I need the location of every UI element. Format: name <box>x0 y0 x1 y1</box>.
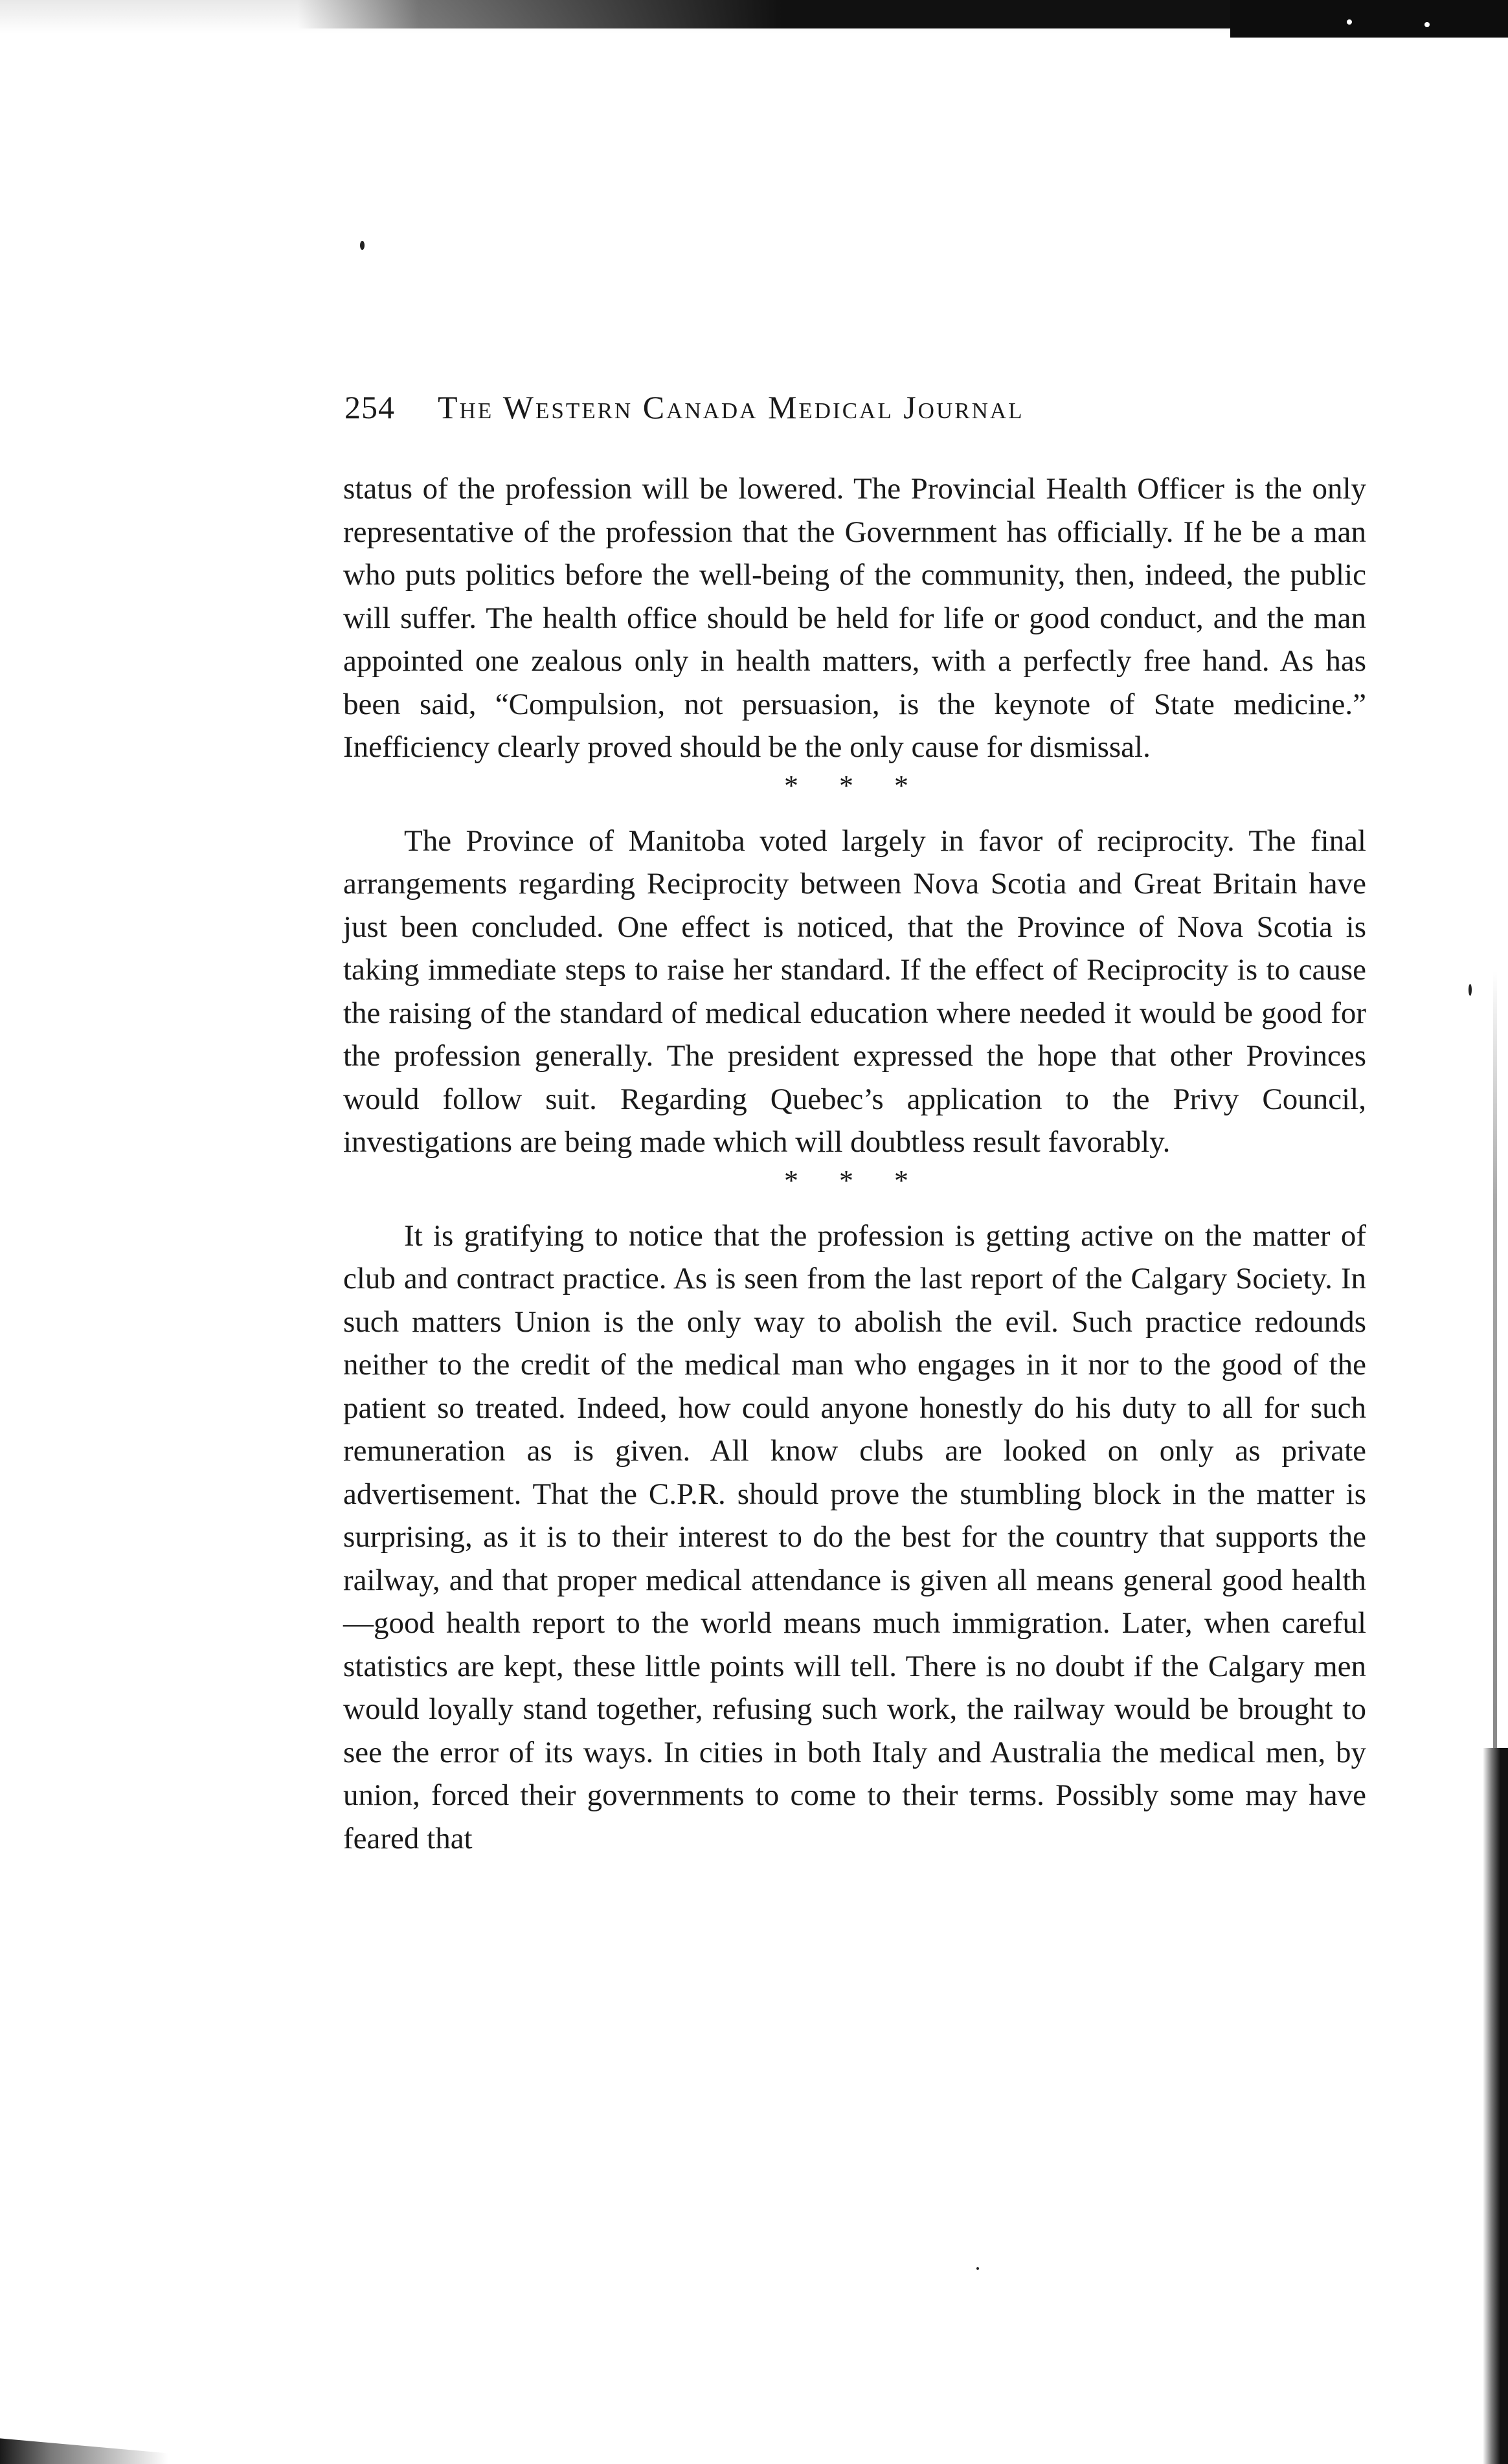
running-head <box>344 388 1367 440</box>
scan-speck <box>1347 19 1352 25</box>
scan-right-edge-faint <box>1493 971 1497 1748</box>
paragraph-contract-practice: It is gratifying to notice that the profession is getting active on the matter of club and contract practice. As is seen from the last report of the Calgary Society. In such matters Union is the only way to abolish the evil. Such practice redounds neither to the credit of the medical man who engages in it nor to the good of the patient so treated. Indeed, how could anyone honestly do his duty to all for such remuneration as is given. All know clubs are looked on only as private advertisement. That the C.P.R. should prove the stumbling block in the matter is surprising, as it is to their interest to do the best for the country that supports the railway, and that proper medical attendance is given all means general good health—good health report to the world means much immigration. Later, when careful statistics are kept, these little points will tell. There is no doubt if the Calgary men would loyally stand together, refusing such work, the railway would be brought to see the error of its ways. In cities in both Italy and Australia the medical men, by union, forced their governments to come to their terms. Possibly some may have feared that <box>343 1218 1366 1855</box>
paragraph-health-officer: status of the profession will be lowered. The Provincial Health Officer is the only representative of the profession that the Government has officially. If he be a man who puts politics before the well-being of the community, then, indeed, the public will suffer. The health office should be held for life or good conduct, and the man appointed one zealous only in health matters, with a perfectly free hand. As has been said, “Compulsion, not persuasion, is the keynote of State medicine.” Inefficiency clearly proved should be the only cause for dismissal. <box>343 472 1366 764</box>
scan-speck <box>1469 984 1472 996</box>
scan-speck <box>1424 22 1430 27</box>
scan-speck <box>360 241 365 250</box>
scan-bottom-left-smudge <box>0 2421 168 2464</box>
scan-right-edge-shadow <box>1483 1748 1508 2464</box>
section-separator: * * * <box>784 769 925 801</box>
paragraph-reciprocity: The Province of Manitoba voted largely in favor of reciprocity. The final arrangements regarding Reciprocity between Nova Scotia and Great Britain have just been concluded. One effect is noticed, that the Province of Nova Scotia is taking immediate steps to raise her standard. If the effect of Reciprocity is to cause the raising of the standard of medical education where needed it would be good for the profession generally. The president expressed the hope that other Provinces would follow suit. Regarding Quebec’s application to the Privy Council, investigations are being made which will doubtless result favorably. <box>343 823 1366 1159</box>
scan-speck <box>976 2267 979 2270</box>
section-separator: * * * <box>784 1164 925 1196</box>
article-body <box>343 467 1366 1860</box>
scan-top-corner-shadow <box>1230 0 1508 38</box>
page-number: 254 <box>344 389 395 425</box>
journal-title: The Western Canada Medical Journal <box>438 389 1024 425</box>
